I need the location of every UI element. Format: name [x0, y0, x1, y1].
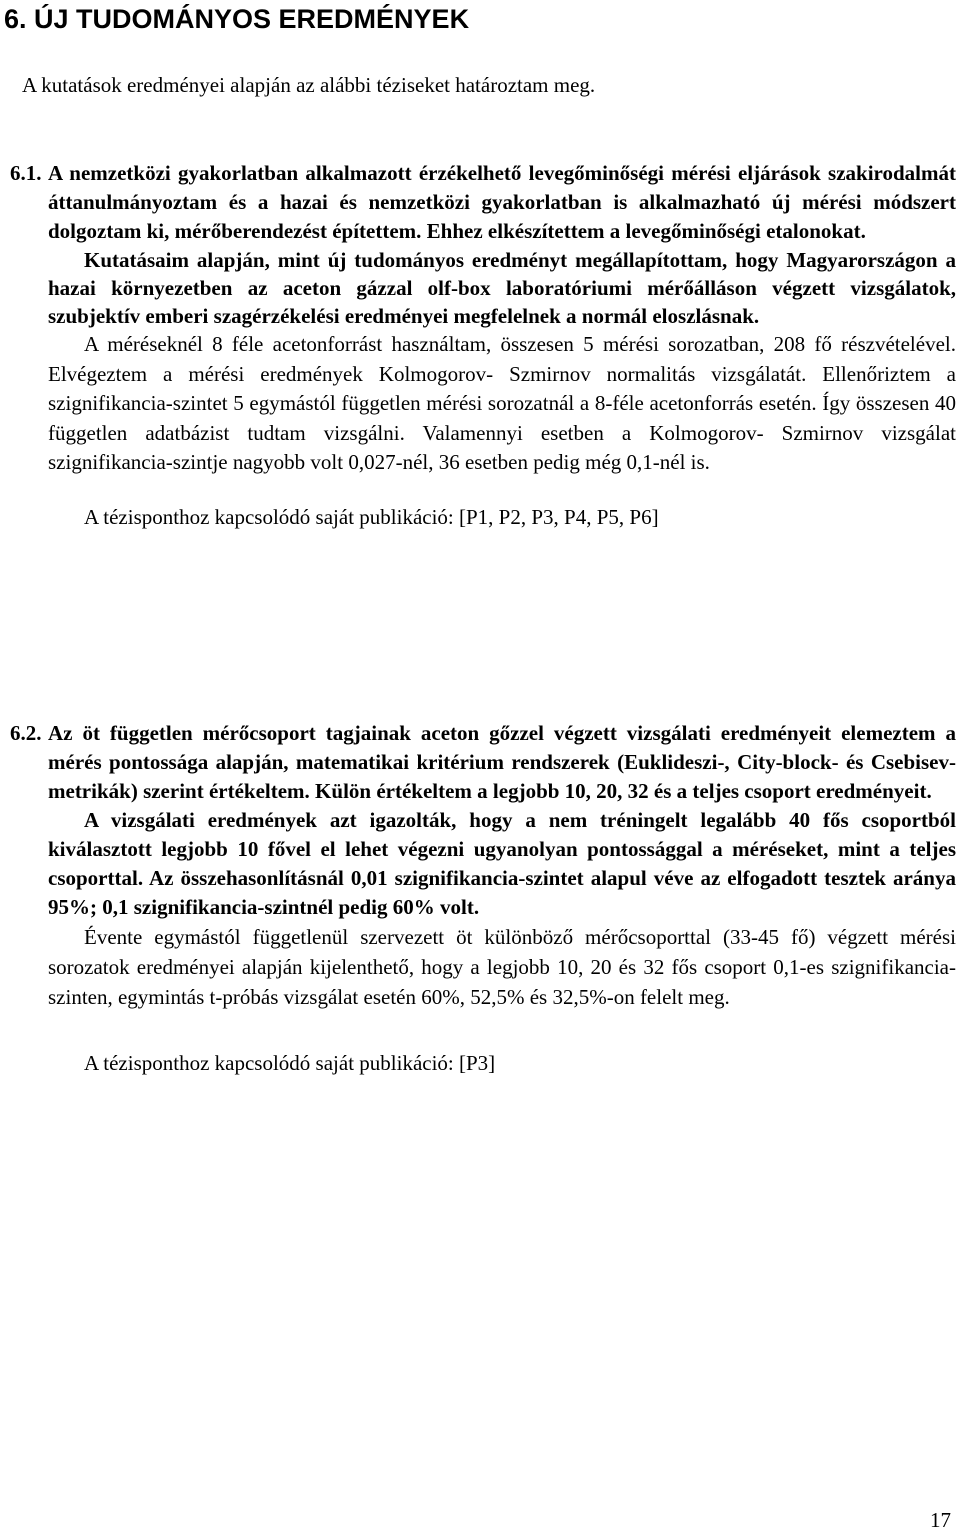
- chapter-heading: 6. ÚJ TUDOMÁNYOS EREDMÉNYEK: [4, 4, 470, 34]
- thesis-section-1: [10, 159, 956, 532]
- publication-reference: A tézisponthoz kapcsolódó saját publikáció: [P3]: [84, 1051, 496, 1075]
- thesis-number: 6.1.: [10, 161, 42, 185]
- page-number: 17: [930, 1508, 951, 1532]
- publication-reference: A tézisponthoz kapcsolódó saját publikáció: [P1, P2, P3, P4, P5, P6]: [84, 504, 659, 529]
- thesis-bold-paragraph: Az öt független mérőcsoport tagjainak aceton gőzzel végzett vizsgálati eredményeit elemeztem a mérés pontossága alapján, matematikai kritérium rendszerek (Euklideszi-, City-block- és Csebisev-metrikák) szerint értékeltem. Külön értékeltem a legjobb 10, 20, 32 és a teljes csoport eredményeit.: [48, 721, 956, 803]
- thesis-body: [48, 719, 956, 1078]
- thesis-bold-paragraph: A vizsgálati eredmények azt igazolták, hogy a nem tréningelt legalább 40 fős csoportból kiválasztott legjobb 10 fővel el lehet végezni ugyanolyan pontossággal a méréseket, mint a teljes csoporttal. Az összehasonlításnál 0,01 szignifikancia-szintet alapul véve az elfogadott tesztek aránya 95%; 0,1 szignifikancia-szintnél pedig 60% volt.: [48, 808, 956, 919]
- thesis-section-2: [10, 719, 956, 1078]
- thesis-bold-paragraph: A nemzetközi gyakorlatban alkalmazott érzékelhető levegőminőségi mérési eljárások szakirodalmát áttanulmányoztam és a hazai és nemzetközi gyakorlatban is alkalmazható új mérési módszert dolgoztam ki, mérőberendezést építettem. Ehhez elkészítettem a levegőminőségi etalonokat.: [48, 161, 956, 243]
- intro-sentence: A kutatások eredményei alapján az alábbi téziseket határoztam meg.: [22, 73, 596, 97]
- thesis-number: 6.2.: [10, 721, 42, 745]
- thesis-detail-paragraph: A méréseknél 8 féle acetonforrást használtam, összesen 5 mérési sorozatban, 208 fő részvételével. Elvégeztem a mérési eredmények Kolmogorov- Szmirnov normalitás vizsgálatát. Ellenőriztem a szignifikancia-szintet 5 egymástól független mérési sorozatnál a 8-féle acetonforrás esetén. Így összesen 40 független adatbázist tudtam vizsgálni. Valamennyi esetben a Kolmogorov- Szmirnov vizsgálat szignifikancia-szintje nagyobb volt 0,027-nél, 36 esetben pedig még 0,1-nél is.: [48, 332, 956, 474]
- thesis-body: [48, 159, 956, 532]
- thesis-detail-paragraph: Évente egymástól függetlenül szervezett öt különböző mérőcsoporttal (33-45 fő) végzett mérési sorozatok eredményei alapján kijelenthető, hogy a legjobb 10, 20 és 32 fős csoport 0,1-es szignifikancia-szinten, egymintás t-próbás vizsgálat esetén 60%, 52,5% és 32,5%-on felelt meg.: [48, 925, 956, 1009]
- thesis-bold-paragraph: Kutatásaim alapján, mint új tudományos eredményt megállapítottam, hogy Magyarországon a hazai környezetben az aceton gázzal olf-box laboratóriumi mérőálláson végzett vizsgálatok, szubjektív emberi szagérzékelési eredményei megfelelnek a normál eloszlásnak.: [48, 248, 956, 328]
